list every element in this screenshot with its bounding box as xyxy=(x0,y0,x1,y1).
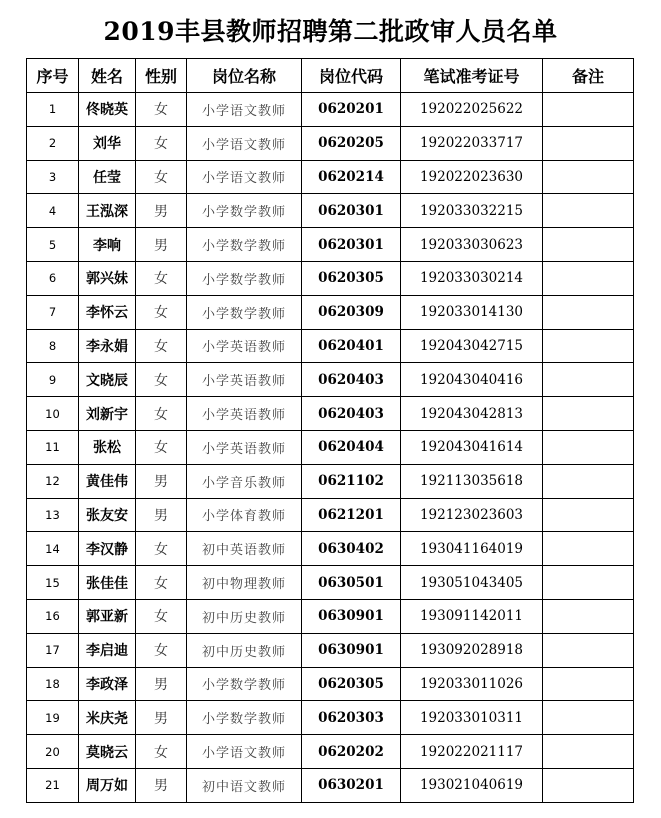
table-row xyxy=(27,329,634,363)
row-seq: 7 xyxy=(27,295,79,329)
row-position-code: 0620303 xyxy=(302,701,401,735)
table-row xyxy=(27,701,634,735)
row-note xyxy=(543,430,634,464)
row-gender: 女 xyxy=(136,397,187,431)
row-gender: 男 xyxy=(136,228,187,262)
row-seq: 6 xyxy=(27,261,79,295)
row-exam-id: 192033011026 xyxy=(401,667,543,701)
row-exam-id: 192022025622 xyxy=(401,93,543,127)
row-gender: 男 xyxy=(136,768,187,802)
row-gender: 女 xyxy=(136,93,187,127)
row-note xyxy=(543,295,634,329)
row-seq: 11 xyxy=(27,430,79,464)
header-note: 备注 xyxy=(543,59,634,93)
table-row xyxy=(27,464,634,498)
row-note xyxy=(543,599,634,633)
table-row xyxy=(27,735,634,769)
row-position-code: 0620309 xyxy=(302,295,401,329)
row-position-code: 0630901 xyxy=(302,599,401,633)
roster-body xyxy=(27,93,634,803)
header-seq: 序号 xyxy=(27,59,79,93)
row-position: 小学音乐教师 xyxy=(187,464,302,498)
row-exam-id: 192022033717 xyxy=(401,126,543,160)
row-note xyxy=(543,363,634,397)
table-row xyxy=(27,160,634,194)
row-name: 张松 xyxy=(79,430,136,464)
row-position: 小学数学教师 xyxy=(187,295,302,329)
row-seq: 20 xyxy=(27,735,79,769)
row-seq: 5 xyxy=(27,228,79,262)
row-note xyxy=(543,93,634,127)
row-seq: 3 xyxy=(27,160,79,194)
table-row xyxy=(27,633,634,667)
row-position: 小学数学教师 xyxy=(187,701,302,735)
row-note xyxy=(543,228,634,262)
row-exam-id: 192123023603 xyxy=(401,498,543,532)
row-exam-id: 192043042813 xyxy=(401,397,543,431)
row-name: 李汉静 xyxy=(79,532,136,566)
table-row xyxy=(27,430,634,464)
row-position-code: 0620305 xyxy=(302,667,401,701)
row-position: 初中历史教师 xyxy=(187,599,302,633)
row-seq: 16 xyxy=(27,599,79,633)
row-note xyxy=(543,194,634,228)
row-position-code: 0630201 xyxy=(302,768,401,802)
table-row xyxy=(27,397,634,431)
roster-table xyxy=(26,58,634,803)
row-gender: 女 xyxy=(136,295,187,329)
row-seq: 2 xyxy=(27,126,79,160)
row-position-code: 0620205 xyxy=(302,126,401,160)
row-seq: 8 xyxy=(27,329,79,363)
row-exam-id: 192033032215 xyxy=(401,194,543,228)
row-position-code: 0620403 xyxy=(302,363,401,397)
row-seq: 19 xyxy=(27,701,79,735)
row-note xyxy=(543,735,634,769)
row-position-code: 0620201 xyxy=(302,93,401,127)
row-name: 任莹 xyxy=(79,160,136,194)
row-exam-id: 192033030214 xyxy=(401,261,543,295)
row-gender: 女 xyxy=(136,633,187,667)
row-seq: 21 xyxy=(27,768,79,802)
row-position: 小学语文教师 xyxy=(187,126,302,160)
row-exam-id: 192043040416 xyxy=(401,363,543,397)
row-position-code: 0620301 xyxy=(302,228,401,262)
row-seq: 17 xyxy=(27,633,79,667)
row-position-code: 0621201 xyxy=(302,498,401,532)
row-gender: 女 xyxy=(136,261,187,295)
row-position: 小学语文教师 xyxy=(187,735,302,769)
table-row xyxy=(27,228,634,262)
row-gender: 男 xyxy=(136,498,187,532)
row-name: 王泓深 xyxy=(79,194,136,228)
header-gender: 性别 xyxy=(136,59,187,93)
header-exam-id: 笔试准考证号 xyxy=(401,59,543,93)
row-gender: 女 xyxy=(136,363,187,397)
table-row xyxy=(27,363,634,397)
row-position-code: 0620214 xyxy=(302,160,401,194)
table-row xyxy=(27,194,634,228)
row-name: 李启迪 xyxy=(79,633,136,667)
row-seq: 10 xyxy=(27,397,79,431)
row-position: 小学数学教师 xyxy=(187,261,302,295)
row-note xyxy=(543,397,634,431)
row-position: 小学英语教师 xyxy=(187,363,302,397)
row-position: 小学体育教师 xyxy=(187,498,302,532)
row-name: 米庆尧 xyxy=(79,701,136,735)
row-name: 李永娟 xyxy=(79,329,136,363)
row-name: 李怀云 xyxy=(79,295,136,329)
table-row xyxy=(27,768,634,802)
row-position-code: 0620403 xyxy=(302,397,401,431)
table-row xyxy=(27,599,634,633)
table-row xyxy=(27,532,634,566)
table-row xyxy=(27,498,634,532)
row-name: 莫晓云 xyxy=(79,735,136,769)
row-gender: 女 xyxy=(136,160,187,194)
header-position-code: 岗位代码 xyxy=(302,59,401,93)
row-gender: 女 xyxy=(136,532,187,566)
row-position: 小学语文教师 xyxy=(187,93,302,127)
row-exam-id: 193021040619 xyxy=(401,768,543,802)
row-seq: 14 xyxy=(27,532,79,566)
row-position: 初中历史教师 xyxy=(187,633,302,667)
row-exam-id: 192043042715 xyxy=(401,329,543,363)
row-gender: 女 xyxy=(136,430,187,464)
row-gender: 男 xyxy=(136,667,187,701)
row-name: 佟晓英 xyxy=(79,93,136,127)
row-name: 李政泽 xyxy=(79,667,136,701)
row-name: 刘华 xyxy=(79,126,136,160)
row-position: 小学语文教师 xyxy=(187,160,302,194)
row-position-code: 0630501 xyxy=(302,566,401,600)
row-note xyxy=(543,160,634,194)
row-gender: 女 xyxy=(136,566,187,600)
row-position: 初中物理教师 xyxy=(187,566,302,600)
row-exam-id: 193041164019 xyxy=(401,532,543,566)
table-row xyxy=(27,93,634,127)
row-seq: 15 xyxy=(27,566,79,600)
table-row xyxy=(27,667,634,701)
row-seq: 18 xyxy=(27,667,79,701)
row-exam-id: 192113035618 xyxy=(401,464,543,498)
row-seq: 12 xyxy=(27,464,79,498)
row-position: 小学英语教师 xyxy=(187,430,302,464)
table-row xyxy=(27,126,634,160)
row-name: 刘新宇 xyxy=(79,397,136,431)
row-exam-id: 193091142011 xyxy=(401,599,543,633)
row-seq: 4 xyxy=(27,194,79,228)
row-exam-id: 192033010311 xyxy=(401,701,543,735)
header-position: 岗位名称 xyxy=(187,59,302,93)
header-name: 姓名 xyxy=(79,59,136,93)
row-position: 小学数学教师 xyxy=(187,228,302,262)
row-name: 郭兴妹 xyxy=(79,261,136,295)
row-name: 郭亚新 xyxy=(79,599,136,633)
row-position-code: 0620404 xyxy=(302,430,401,464)
row-position: 初中语文教师 xyxy=(187,768,302,802)
row-position-code: 0620401 xyxy=(302,329,401,363)
row-position-code: 0621102 xyxy=(302,464,401,498)
row-gender: 女 xyxy=(136,735,187,769)
row-exam-id: 192033014130 xyxy=(401,295,543,329)
row-note xyxy=(543,126,634,160)
row-note xyxy=(543,768,634,802)
row-gender: 男 xyxy=(136,701,187,735)
row-note xyxy=(543,329,634,363)
row-position-code: 0620202 xyxy=(302,735,401,769)
row-exam-id: 192043041614 xyxy=(401,430,543,464)
row-note xyxy=(543,532,634,566)
row-note xyxy=(543,633,634,667)
row-seq: 9 xyxy=(27,363,79,397)
row-position: 小学数学教师 xyxy=(187,667,302,701)
row-position-code: 0620301 xyxy=(302,194,401,228)
table-row xyxy=(27,261,634,295)
row-name: 黄佳伟 xyxy=(79,464,136,498)
row-gender: 女 xyxy=(136,329,187,363)
table-row xyxy=(27,566,634,600)
row-note xyxy=(543,701,634,735)
row-exam-id: 192022021117 xyxy=(401,735,543,769)
row-exam-id: 193092028918 xyxy=(401,633,543,667)
row-position: 小学数学教师 xyxy=(187,194,302,228)
row-exam-id: 193051043405 xyxy=(401,566,543,600)
row-gender: 男 xyxy=(136,464,187,498)
row-seq: 1 xyxy=(27,93,79,127)
row-seq: 13 xyxy=(27,498,79,532)
table-row xyxy=(27,295,634,329)
row-gender: 男 xyxy=(136,194,187,228)
row-name: 张友安 xyxy=(79,498,136,532)
row-position-code: 0630901 xyxy=(302,633,401,667)
row-position-code: 0630402 xyxy=(302,532,401,566)
row-note xyxy=(543,566,634,600)
row-name: 李响 xyxy=(79,228,136,262)
row-note xyxy=(543,464,634,498)
document-title: 2019丰县教师招聘第二批政审人员名单 xyxy=(103,17,558,46)
row-gender: 女 xyxy=(136,599,187,633)
row-exam-id: 192033030623 xyxy=(401,228,543,262)
row-note xyxy=(543,261,634,295)
row-position: 小学英语教师 xyxy=(187,397,302,431)
row-name: 周万如 xyxy=(79,768,136,802)
row-position: 初中英语教师 xyxy=(187,532,302,566)
row-name: 文晓辰 xyxy=(79,363,136,397)
row-gender: 女 xyxy=(136,126,187,160)
row-name: 张佳佳 xyxy=(79,566,136,600)
row-note xyxy=(543,667,634,701)
row-exam-id: 192022023630 xyxy=(401,160,543,194)
row-note xyxy=(543,498,634,532)
row-position-code: 0620305 xyxy=(302,261,401,295)
row-position: 小学英语教师 xyxy=(187,329,302,363)
header-row xyxy=(27,59,634,93)
